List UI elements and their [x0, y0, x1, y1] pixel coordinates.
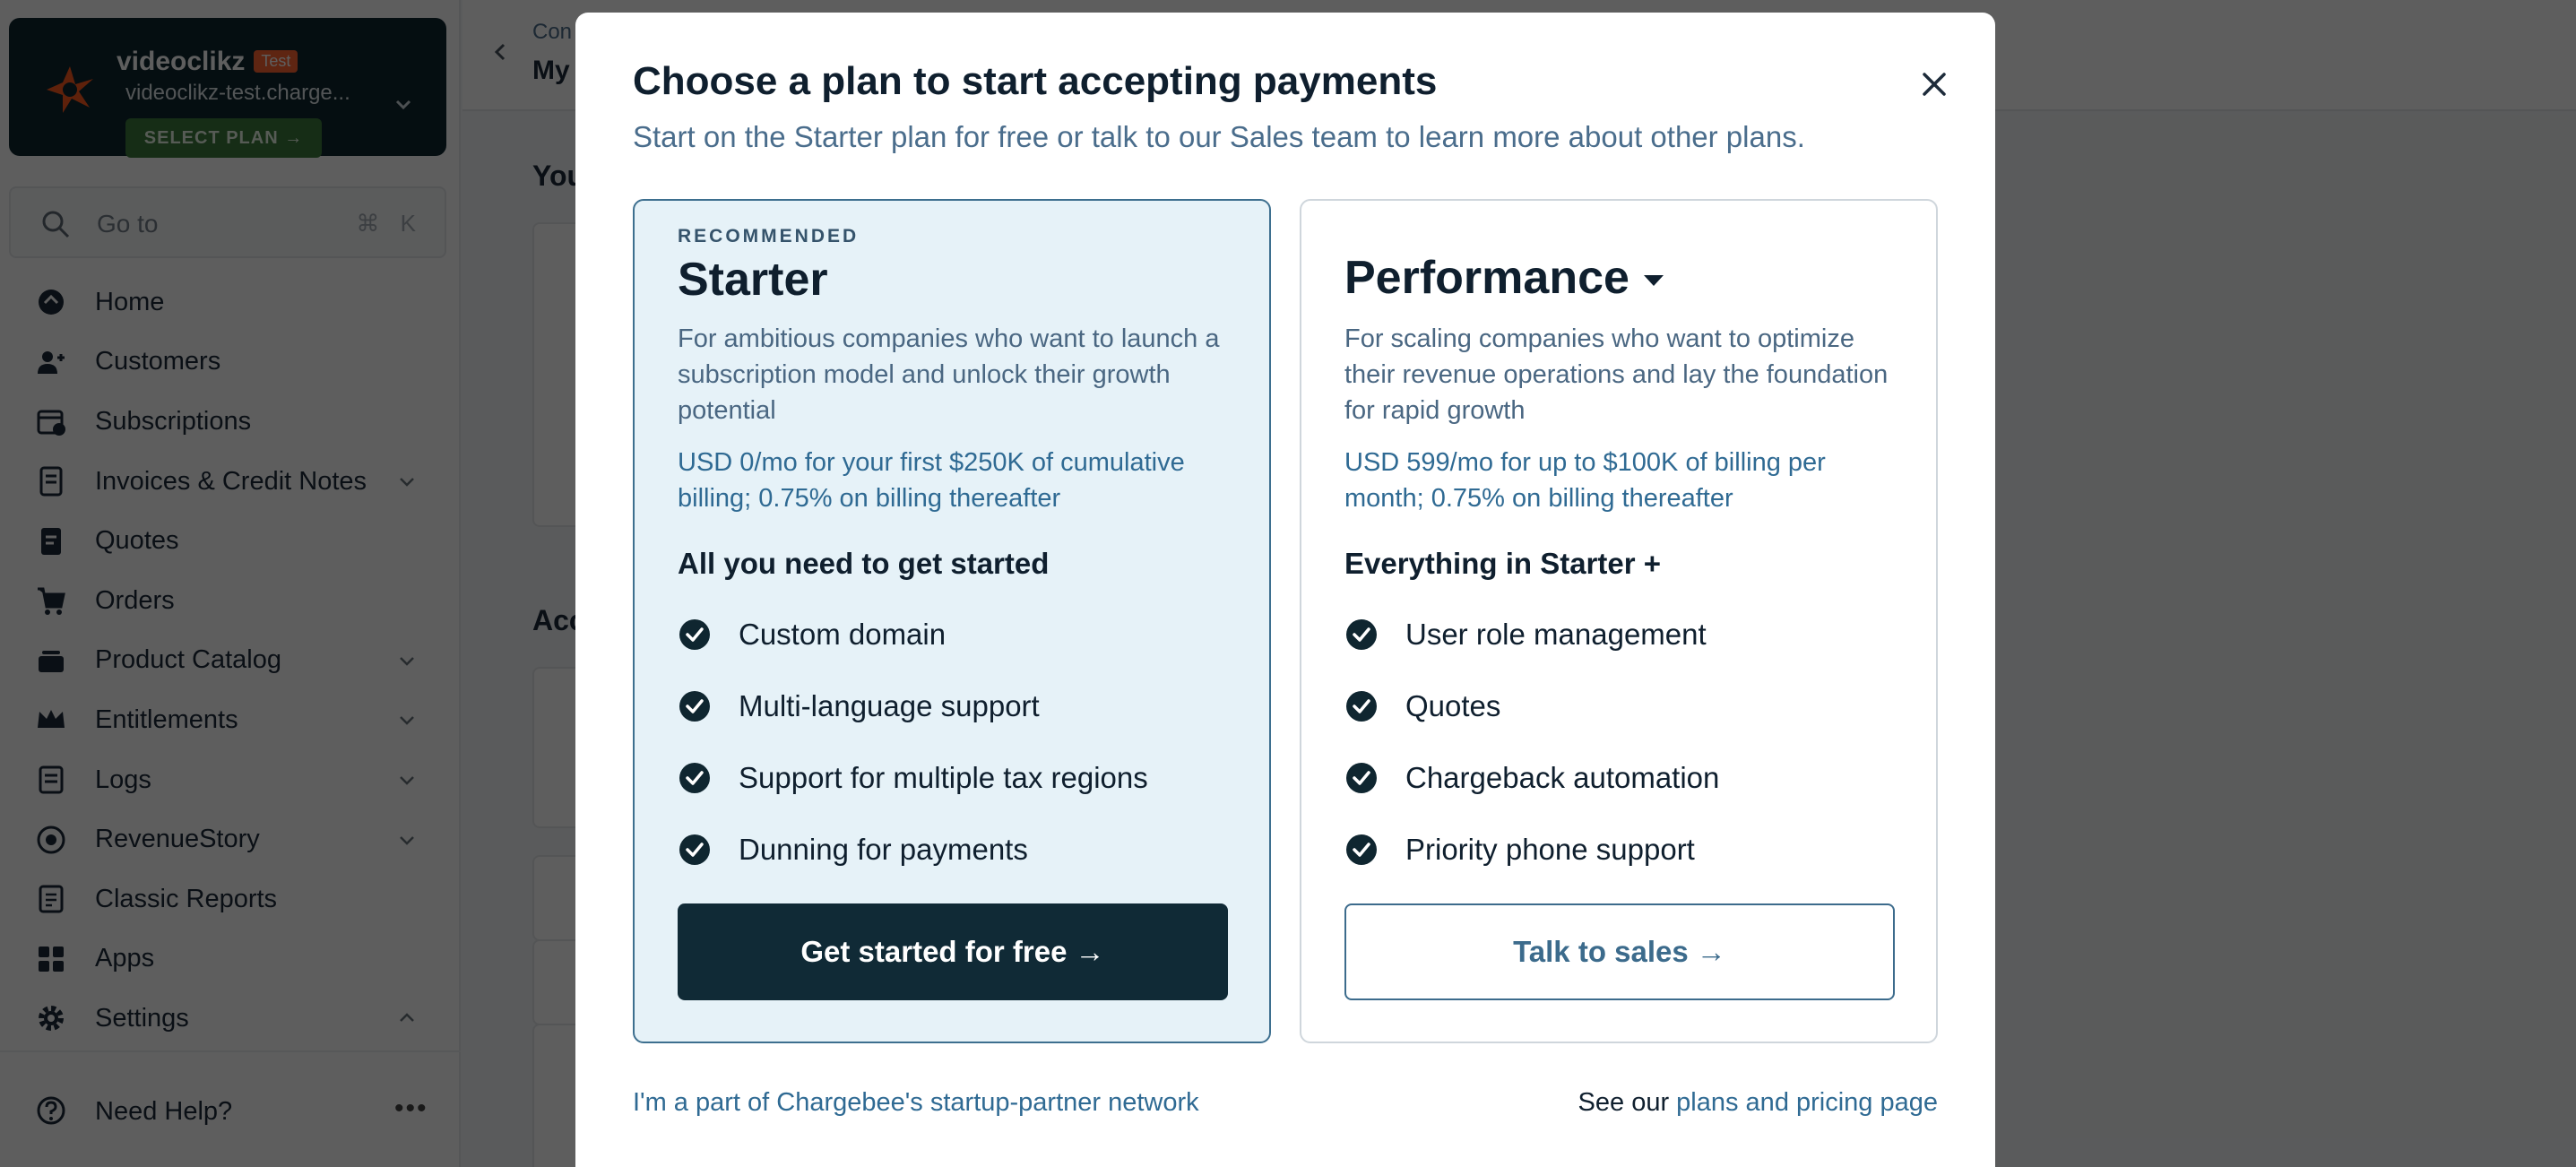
plan-description: For ambitious companies who want to launch a subscription model and unlock their growth potential: [678, 324, 1220, 425]
feature-label: User role management: [1405, 618, 1707, 651]
feature-item: [678, 830, 1028, 869]
plan-selector[interactable]: [1344, 251, 1664, 305]
feature-label: Chargeback automation: [1405, 761, 1720, 794]
plan-card-starter: [633, 199, 1271, 1043]
feature-label: Quotes: [1405, 689, 1501, 722]
talk-to-sales-button[interactable]: Talk to sales →: [1344, 903, 1895, 1000]
recommended-label: RECOMMENDED: [678, 226, 860, 246]
close-icon: [1916, 66, 1952, 102]
check-circle-icon: [1344, 618, 1379, 652]
check-circle-icon: [1344, 689, 1379, 723]
feature-item: [1344, 758, 1719, 798]
feature-item: [1344, 687, 1500, 726]
pricing-page-link[interactable]: plans and pricing page: [1676, 1088, 1938, 1117]
startup-partner-link[interactable]: I'm a part of Chargebee's startup-partner network: [633, 1088, 1199, 1117]
plan-name: Performance: [1344, 252, 1629, 304]
get-started-button[interactable]: Get started for free →: [678, 903, 1228, 1000]
close-button[interactable]: [1916, 66, 1952, 102]
check-circle-icon: [678, 761, 712, 795]
check-circle-icon: [1344, 761, 1379, 795]
plan-features-heading: Everything in Starter +: [1344, 547, 1662, 580]
feature-label: Multi-language support: [739, 689, 1040, 722]
modal-subtitle: Start on the Starter plan for free or talk to our Sales team to learn more about other plans.: [633, 120, 1805, 153]
plan-features-heading: All you need to get started: [678, 547, 1050, 580]
check-circle-icon: [678, 689, 712, 723]
pricing-note: [1578, 1088, 1938, 1118]
feature-item: [1344, 615, 1707, 654]
feature-label: Priority phone support: [1405, 833, 1695, 866]
caret-down-icon: [1644, 275, 1664, 286]
feature-label: Dunning for payments: [739, 833, 1028, 866]
feature-item: [678, 615, 946, 654]
check-circle-icon: [1344, 833, 1379, 867]
check-circle-icon: [678, 833, 712, 867]
plan-price: USD 0/mo for your first $250K of cumulative billing; 0.75% on billing thereafter: [678, 448, 1185, 513]
plan-card-performance: [1300, 199, 1938, 1043]
modal-title: Choose a plan to start accepting payments: [633, 59, 1438, 103]
plan-price: USD 599/mo for up to $100K of billing per month; 0.75% on billing thereafter: [1344, 448, 1826, 513]
feature-item: [678, 687, 1040, 726]
plan-name: Starter: [678, 254, 828, 306]
feature-label: Support for multiple tax regions: [739, 761, 1148, 794]
feature-label: Custom domain: [739, 618, 947, 651]
feature-item: [678, 758, 1148, 798]
check-circle-icon: [678, 618, 712, 652]
choose-plan-modal: [575, 13, 1995, 1167]
pricing-prefix: See our: [1578, 1088, 1670, 1117]
plan-description: For scaling companies who want to optimize their revenue operations and lay the foundation for rapid growth: [1344, 324, 1889, 425]
feature-item: [1344, 830, 1695, 869]
